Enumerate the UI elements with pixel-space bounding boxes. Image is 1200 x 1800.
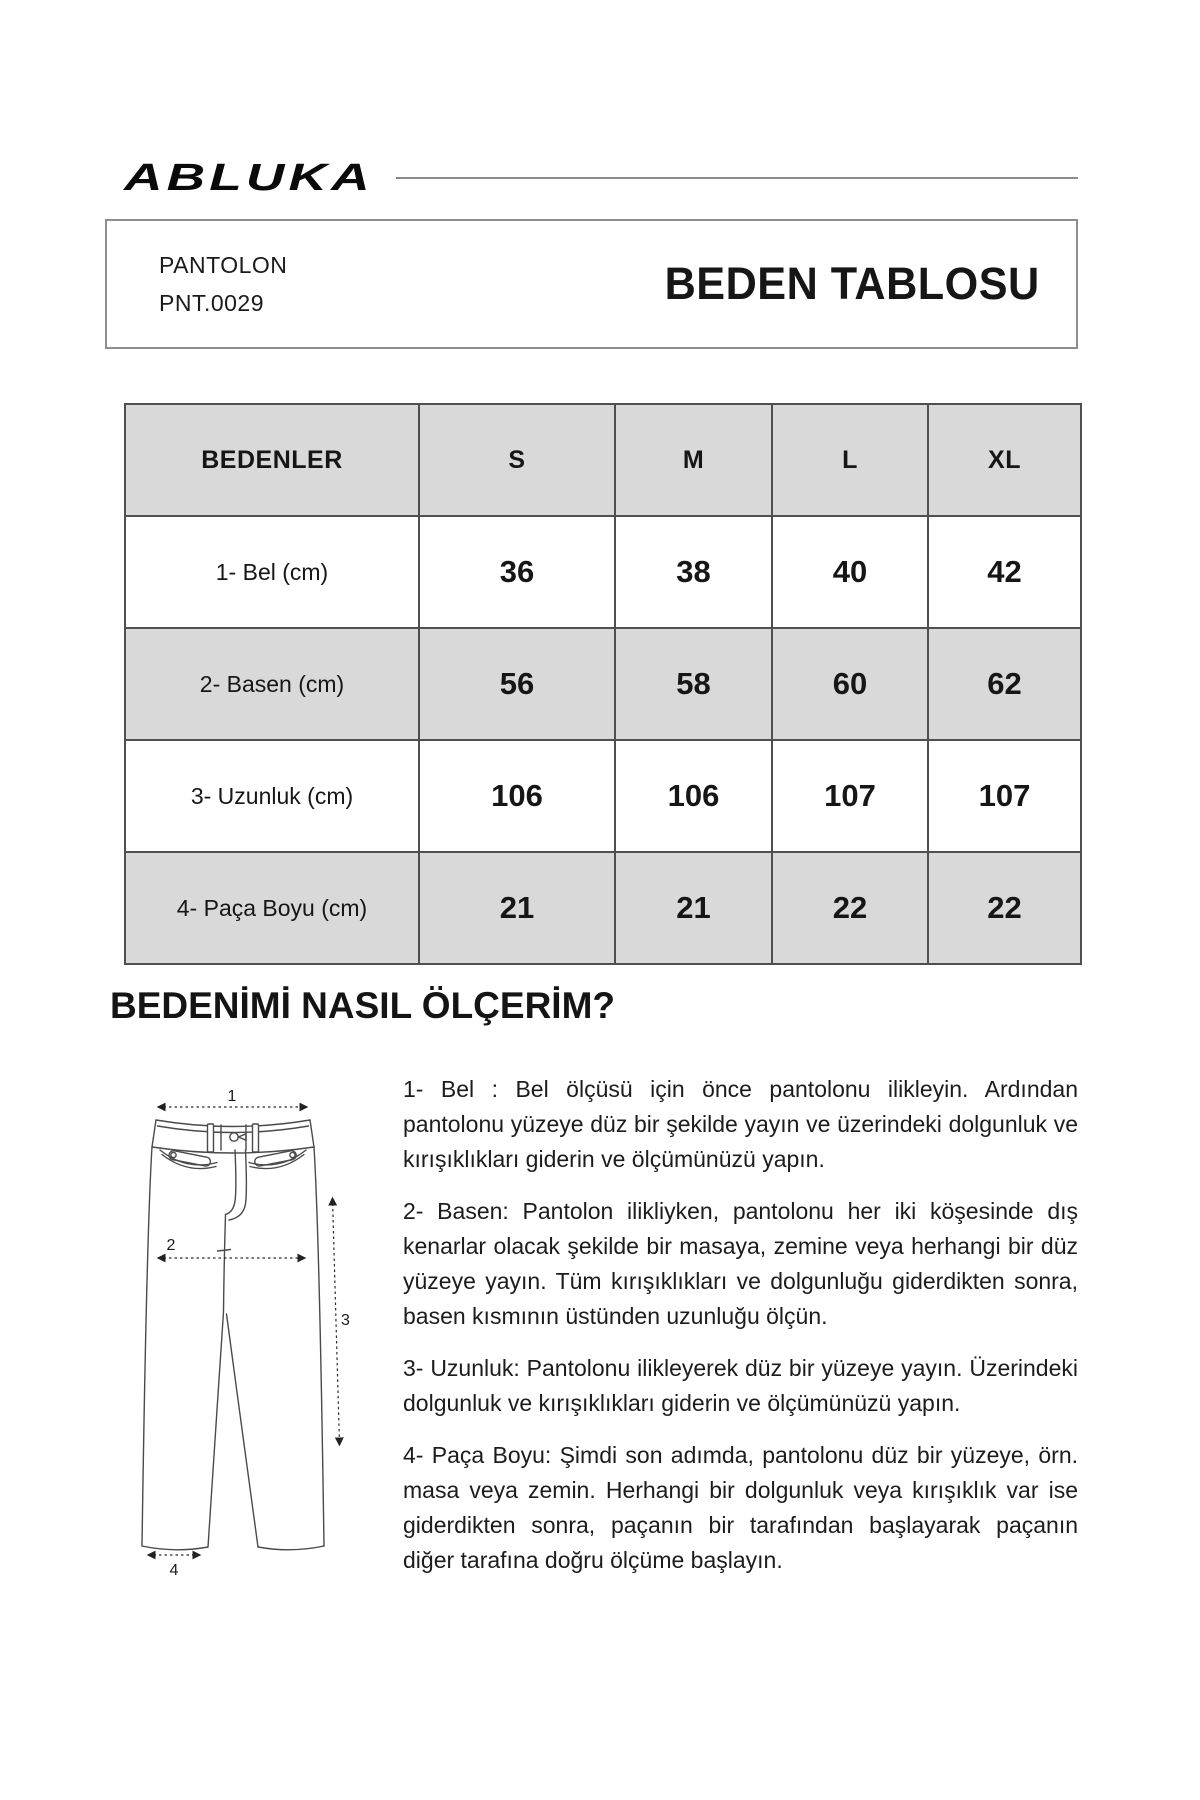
table-row-paca-boyu	[125, 852, 1081, 964]
product-name: PANTOLON	[159, 252, 288, 278]
cell-value: 106	[419, 740, 615, 852]
product-code: PNT.0029	[159, 290, 265, 316]
how-to-measure-heading: BEDENİMİ NASIL ÖLÇERİM?	[110, 985, 615, 1026]
diagram-label-2: 2	[166, 1237, 176, 1254]
diagram-label-3: 3	[341, 1312, 350, 1329]
cell-value: 56	[419, 628, 615, 740]
cell-value: 21	[419, 852, 615, 964]
column-header-m: M	[615, 404, 772, 516]
column-header-l: L	[772, 404, 928, 516]
brand-logo	[124, 157, 386, 200]
cell-value: 38	[615, 516, 772, 628]
instruction-bel: 1- Bel : Bel ölçüsü için önce pantolonu ilikleyin. Ardından pantolonu yüzeye düz bir şekilde yayın ve üzerindeki dolgunluk ve kırışıklıkları giderin ve ölçümünüzü yapın.	[403, 1076, 1078, 1172]
measurement-arrows	[148, 1107, 340, 1555]
cell-value: 107	[928, 740, 1081, 852]
page-title: BEDEN TABLOSU	[664, 258, 1040, 309]
cell-value: 60	[772, 628, 928, 740]
product-info	[159, 246, 287, 322]
cell-value: 62	[928, 628, 1081, 740]
row-label: 1- Bel (cm)	[125, 516, 419, 628]
diagram-label-1: 1	[227, 1088, 237, 1105]
brand-logo-text: ABLUKA	[124, 156, 374, 199]
pants-measurement-diagram	[88, 1088, 353, 1588]
row-label: 2- Basen (cm)	[125, 628, 419, 740]
table-row-basen	[125, 628, 1081, 740]
measuring-instructions	[403, 1072, 1078, 1595]
brand-header	[124, 158, 1078, 198]
pants-outline	[142, 1120, 324, 1550]
header-rule-line	[396, 177, 1078, 179]
size-table	[124, 403, 1082, 965]
table-row-uzunluk	[125, 740, 1081, 852]
table-row-bel	[125, 516, 1081, 628]
product-title-box	[105, 219, 1078, 349]
cell-value: 21	[615, 852, 772, 964]
cell-value: 40	[772, 516, 928, 628]
row-label: 3- Uzunluk (cm)	[125, 740, 419, 852]
cell-value: 58	[615, 628, 772, 740]
instruction-uzunluk: 3- Uzunluk: Pantolonu ilikleyerek düz bir yüzeye yayın. Üzerindeki dolgunluk ve kırışıklıkları giderin ve ölçümünüzü yapın.	[403, 1355, 1078, 1416]
column-header-s: S	[419, 404, 615, 516]
length-arrow	[333, 1198, 340, 1445]
cell-value: 106	[615, 740, 772, 852]
row-label: 4- Paça Boyu (cm)	[125, 852, 419, 964]
column-header-sizes: BEDENLER	[125, 404, 419, 516]
cell-value: 22	[928, 852, 1081, 964]
column-header-xl: XL	[928, 404, 1081, 516]
cell-value: 22	[772, 852, 928, 964]
size-table-header-row	[125, 404, 1081, 516]
cell-value: 107	[772, 740, 928, 852]
diagram-label-4: 4	[169, 1562, 179, 1579]
cell-value: 36	[419, 516, 615, 628]
instruction-paca-boyu: 4- Paça Boyu: Şimdi son adımda, pantolonu düz bir yüzeye, örn. masa veya zemin. Herhangi bir dolgunluk veya kırışıklık var ise giderdikten sonra, paçanın bir tarafından başlayarak paçanın diğer tarafına doğru ölçüme başlayın.	[403, 1442, 1078, 1573]
instruction-basen: 2- Basen: Pantolon ilikliyken, pantolonu her iki köşesinde dış kenarlar olacak şekilde bir masaya, zemine veya herhangi bir düz yüzeye yayın. Tüm kırışıklıkları ve dolgunluğu giderdikten sonra, basen kısmının üstünden uzunluğu ölçün.	[403, 1198, 1078, 1329]
cell-value: 42	[928, 516, 1081, 628]
